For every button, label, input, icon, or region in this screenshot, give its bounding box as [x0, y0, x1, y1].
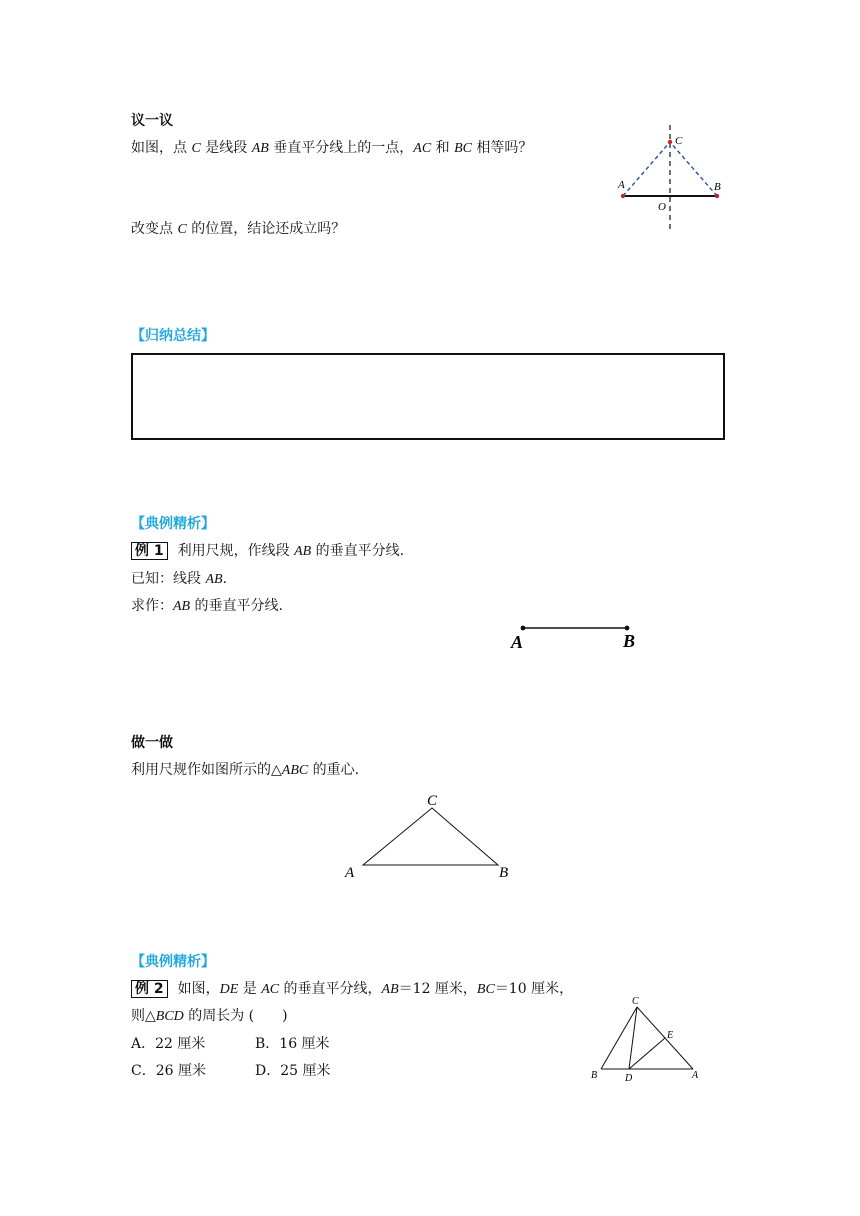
label-e: E: [667, 1030, 674, 1041]
label-b: B: [623, 631, 636, 651]
example-text: 利用尺规，作线段: [177, 543, 295, 559]
math-var: BCD: [155, 1009, 184, 1024]
summary-heading: 【归纳总结】: [131, 328, 215, 344]
example-text: .: [222, 571, 228, 587]
point-a: [621, 194, 625, 198]
label-a: A: [345, 865, 355, 881]
example-text: 的周长为 ( ): [183, 1008, 288, 1024]
label-a: A: [692, 1070, 699, 1081]
label-b: B: [499, 865, 509, 881]
option-d[interactable]: D．25 厘米: [255, 1063, 331, 1079]
example-text: 的垂直平分线.: [311, 543, 405, 559]
label-b: B: [591, 1070, 598, 1081]
segment-cd: [629, 1007, 637, 1069]
question-text: 相等吗？: [471, 140, 533, 156]
example-text: ＝12 厘米，: [398, 981, 477, 997]
question-text: 如图，点: [131, 140, 192, 156]
figure-segment-ab: [505, 618, 645, 654]
math-var: C: [177, 222, 187, 237]
example-1-known: [131, 568, 227, 588]
example-2-heading: 【典例精析】: [131, 954, 215, 970]
example-text: ＝10 厘米，: [494, 981, 574, 997]
figure-perpendicular-bisector: [610, 120, 730, 235]
figure-triangle-abc: [340, 788, 520, 883]
segment-bc: [670, 142, 717, 196]
math-var: DE: [219, 982, 239, 997]
label-c: C: [675, 135, 683, 147]
question-1: [131, 137, 532, 157]
math-var: BC: [454, 141, 472, 156]
example-text: 已知：线段: [131, 571, 206, 587]
example-1-ask: [131, 595, 283, 615]
practice-text: 的重心.: [308, 762, 360, 778]
label-o: O: [658, 201, 666, 213]
label-c: C: [632, 996, 639, 1007]
section-heading-practice: 做一做: [131, 735, 173, 751]
label-d: D: [625, 1073, 633, 1084]
math-var: AC: [261, 982, 280, 997]
label-a: A: [511, 632, 524, 652]
example-text: 如图，: [177, 981, 220, 997]
label-c: C: [427, 793, 438, 809]
point-b: [715, 194, 719, 198]
option-c[interactable]: C．26 厘米: [131, 1063, 206, 1079]
question-text: 和: [431, 140, 455, 156]
math-var: C: [191, 141, 201, 156]
section-heading-discuss: 议一议: [131, 113, 173, 129]
math-var: BC: [476, 982, 495, 997]
math-var: ABC: [281, 763, 309, 778]
example-text: 是: [238, 981, 262, 997]
example-text: 的垂直平分线.: [190, 598, 284, 614]
math-var: AB: [381, 982, 399, 997]
segment-bc: [601, 1007, 637, 1069]
example-label: 例 2: [131, 980, 168, 998]
question-text: 改变点: [131, 221, 178, 237]
question-text: 的位置，结论还成立吗？: [186, 221, 346, 237]
summary-answer-box: [131, 353, 725, 440]
practice-text: 利用尺规作如图所示的△: [131, 762, 282, 778]
question-2: [131, 218, 345, 238]
point-c: [668, 140, 672, 144]
segment-ac: [623, 142, 670, 196]
example-2-line2: [131, 1005, 288, 1025]
math-var: AC: [413, 141, 432, 156]
option-b[interactable]: B．16 厘米: [255, 1036, 330, 1052]
point-b: [625, 626, 630, 631]
figure-triangle-bcd: [585, 990, 705, 1085]
math-var: AB: [294, 544, 312, 559]
example-text: 的垂直平分线，: [279, 981, 382, 997]
example-label: 例 1: [131, 542, 168, 560]
question-text: 是线段: [200, 140, 252, 156]
math-var: AB: [251, 141, 269, 156]
question-text: 垂直平分线上的一点，: [268, 140, 414, 156]
triangle-abc: [363, 808, 498, 865]
point-a: [521, 626, 526, 631]
example-text: 求作：: [131, 598, 173, 614]
math-var: AB: [173, 599, 191, 614]
example-2-line1: [131, 978, 573, 998]
label-a: A: [618, 179, 625, 191]
label-b: B: [714, 181, 721, 193]
practice-statement: [131, 759, 359, 779]
example-text: 则△: [131, 1008, 156, 1024]
option-a[interactable]: A．22 厘米: [131, 1036, 206, 1052]
math-var: AB: [205, 572, 223, 587]
example-1-statement: [131, 540, 404, 560]
example-1-heading: 【典例精析】: [131, 516, 215, 532]
segment-de: [629, 1038, 665, 1069]
